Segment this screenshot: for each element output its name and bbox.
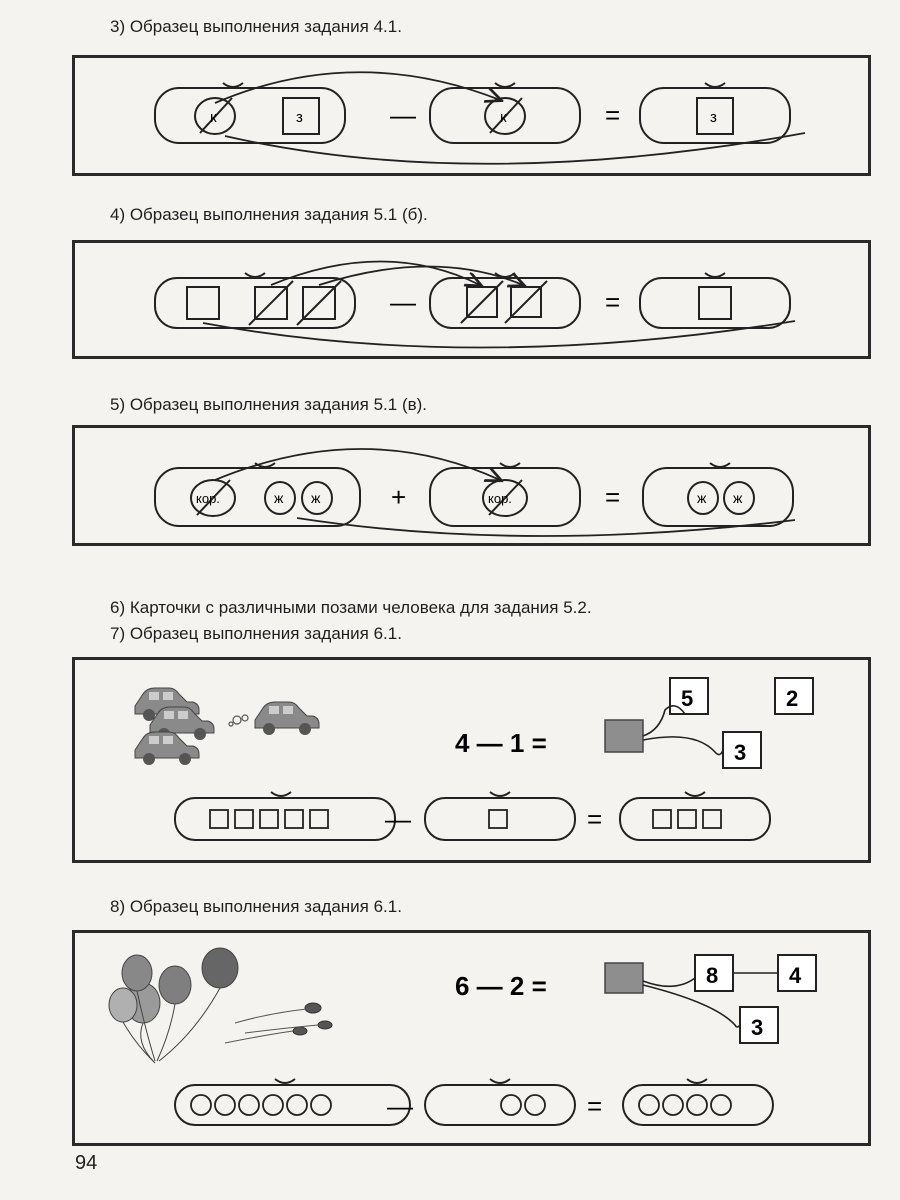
element-square [260,810,278,828]
element-square [285,810,303,828]
element-circle [711,1095,731,1115]
number-card-label: 8 [706,963,719,988]
label-zh: ж [697,490,707,506]
number-card-label: 3 [751,1015,764,1040]
element-circle [687,1095,707,1115]
set-oval-left [155,468,360,526]
element-circle [501,1095,521,1115]
number-card-label: 2 [786,686,799,711]
balloon-icon [157,966,191,1061]
diagram-task-4-1 [72,55,871,176]
label-kor: кор. [196,491,220,506]
letter-z: з [710,109,717,126]
diagram-task-5-1v [72,425,871,546]
diagram-task-6-1-balloons [72,930,871,1146]
set-oval-right [620,798,770,840]
letter-k: к [500,109,507,126]
car-icon [255,702,319,735]
number-card-label: 4 [789,963,802,988]
diagram-task-6-1-cars [72,657,871,863]
element-square [678,810,696,828]
element-square [210,810,228,828]
caption-task-5-1b: 4) Образец выполнения задания 5.1 (б). [110,205,428,224]
caption-task-6-1b: 8) Образец выполнения задания 6.1. [110,897,402,916]
car-icon [135,732,199,765]
label-zh: ж [311,490,321,506]
answer-slot [605,720,643,752]
set-oval-middle [425,798,575,840]
diagram-task-5-1b [72,240,871,359]
element-square [699,287,731,319]
letter-z: з [296,109,303,126]
equals-sign: = [605,100,621,130]
element-circle [239,1095,259,1115]
letter-k: к [210,109,217,126]
answer-slot [605,963,643,993]
element-circle [215,1095,235,1115]
caption-task-5-1v: 5) Образец выполнения задания 5.1 (в). [110,395,428,414]
caption-task-4-1: 3) Образец выполнения задания 4.1. [110,17,402,36]
element-circle [311,1095,331,1115]
element-circle [287,1095,307,1115]
equals-sign: = [587,804,603,834]
minus-sign: — [390,100,416,130]
element-circle [525,1095,545,1115]
element-circle [263,1095,283,1115]
minus-sign: — [390,287,416,317]
set-oval-middle [425,1085,575,1125]
element-square [310,810,328,828]
label-zh: ж [274,490,284,506]
element-circle [639,1095,659,1115]
set-oval-right [623,1085,773,1125]
minus-sign: — [385,804,411,834]
caption-task-5-2: 6) Карточки с различными позами человека для задания 5.2. [110,598,592,617]
element-square [489,810,507,828]
set-oval-right [640,278,790,328]
element-square [703,810,721,828]
equation-text: 6 — 2 = [455,971,547,1001]
page-number: 94 [75,1152,98,1174]
element-square [187,287,219,319]
deflated-balloon-icon [293,1003,332,1035]
number-card-label: 5 [681,686,694,711]
exhaust-icon [229,715,248,726]
element-circle [663,1095,683,1115]
balloon-icon [159,948,238,1061]
label-zh: ж [733,490,743,506]
equals-sign: = [587,1091,603,1121]
element-circle [191,1095,211,1115]
plus-sign: + [391,482,407,512]
label-kor: кор. [488,491,512,506]
equals-sign: = [605,482,621,512]
equation-text: 4 — 1 = [455,728,547,758]
element-square [653,810,671,828]
minus-sign: — [387,1091,413,1121]
equals-sign: = [605,287,621,317]
number-card-label: 3 [734,740,747,765]
set-oval-middle [430,278,580,328]
element-square [235,810,253,828]
caption-task-6-1a: 7) Образец выполнения задания 6.1. [110,624,402,643]
